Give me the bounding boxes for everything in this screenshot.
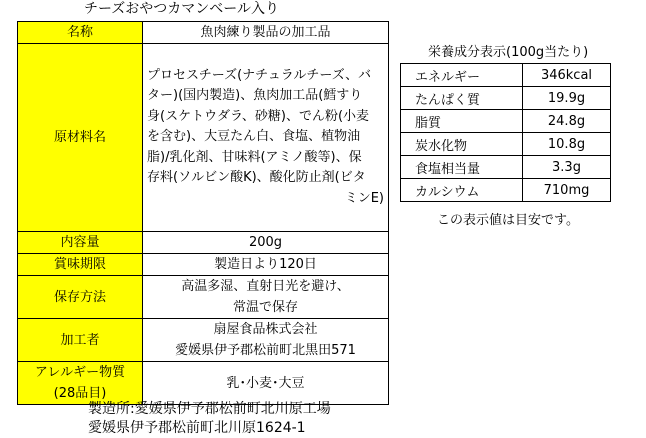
ingredients-line: 存料(ソルビン酸K)、酸化防止剤(ビタ <box>147 170 366 186</box>
content-value: 200g <box>143 232 389 254</box>
product-label-table <box>17 21 389 405</box>
name-value: 魚肉練り製品の加工品 <box>143 22 389 44</box>
product-title: チーズおやつカマンベール入り <box>84 1 280 17</box>
ingredients-line: ミンE) <box>344 190 384 206</box>
processor-line: 扇屋食品株式会社 <box>213 322 318 337</box>
ingredients-line: 身(スケトウダラ、砂糖)、でん粉(小麦 <box>147 108 370 124</box>
ingredients-line: プロセスチーズ(ナチュラルチーズ、バ <box>147 67 372 83</box>
factory-line: 製造所:愛媛県伊予郡松前町北川原工場 <box>88 401 331 417</box>
expiry-header: 賞味期限 <box>18 254 143 276</box>
nutrition-note: この表示値は目安です。 <box>437 213 579 228</box>
storage-line: 常温で保存 <box>232 300 298 315</box>
nutrient-value: 24.8g <box>523 110 611 133</box>
nutrient-value: 710mg <box>523 179 611 202</box>
expiry-value: 製造日より120日 <box>143 254 389 276</box>
allergen-header-line: アレルギー物質 <box>34 365 126 380</box>
nutrient-value: 3.3g <box>523 156 611 179</box>
nutrient-value: 19.9g <box>523 87 611 110</box>
name-header: 名称 <box>18 22 143 44</box>
processor-value <box>143 319 389 362</box>
nutrient-name: 脂質 <box>401 110 523 133</box>
nutrient-name: カルシウム <box>401 179 523 202</box>
nutrition-table <box>400 63 611 202</box>
nutrient-name: 食塩相当量 <box>401 156 523 179</box>
nutrient-name: エネルギー <box>401 64 523 87</box>
storage-value <box>143 276 389 319</box>
nutrient-value: 346kcal <box>523 64 611 87</box>
processor-line: 愛媛県伊予郡松前町北黒田571 <box>175 343 356 358</box>
nutrient-value: 10.8g <box>523 133 611 156</box>
factory-address: 愛媛県伊予郡松前町北川原1624-1 <box>88 420 306 436</box>
ingredients-line: を含む)、大豆たん白、食塩、植物油 <box>147 129 361 145</box>
nutrient-name: たんぱく質 <box>401 87 523 110</box>
ingredients-line: 脂)/乳化剤、甘味料(アミノ酸等)、保 <box>147 149 362 165</box>
ingredients-value <box>143 44 389 232</box>
content-header: 内容量 <box>18 232 143 254</box>
ingredients-header: 原材料名 <box>18 44 143 232</box>
nutrient-name: 炭水化物 <box>401 133 523 156</box>
nutrition-title: 栄養成分表示(100g当たり) <box>428 45 589 60</box>
processor-header: 加工者 <box>18 319 143 362</box>
allergen-header <box>18 362 143 405</box>
allergen-value: 乳･小麦･大豆 <box>143 362 389 405</box>
ingredients-line: ター)(国内製造)、魚肉加工品(鱈すり <box>147 88 363 104</box>
storage-header: 保存方法 <box>18 276 143 319</box>
storage-line: 高温多湿、直射日光を避け、 <box>181 279 350 294</box>
allergen-header-line: (28品目) <box>53 386 107 401</box>
